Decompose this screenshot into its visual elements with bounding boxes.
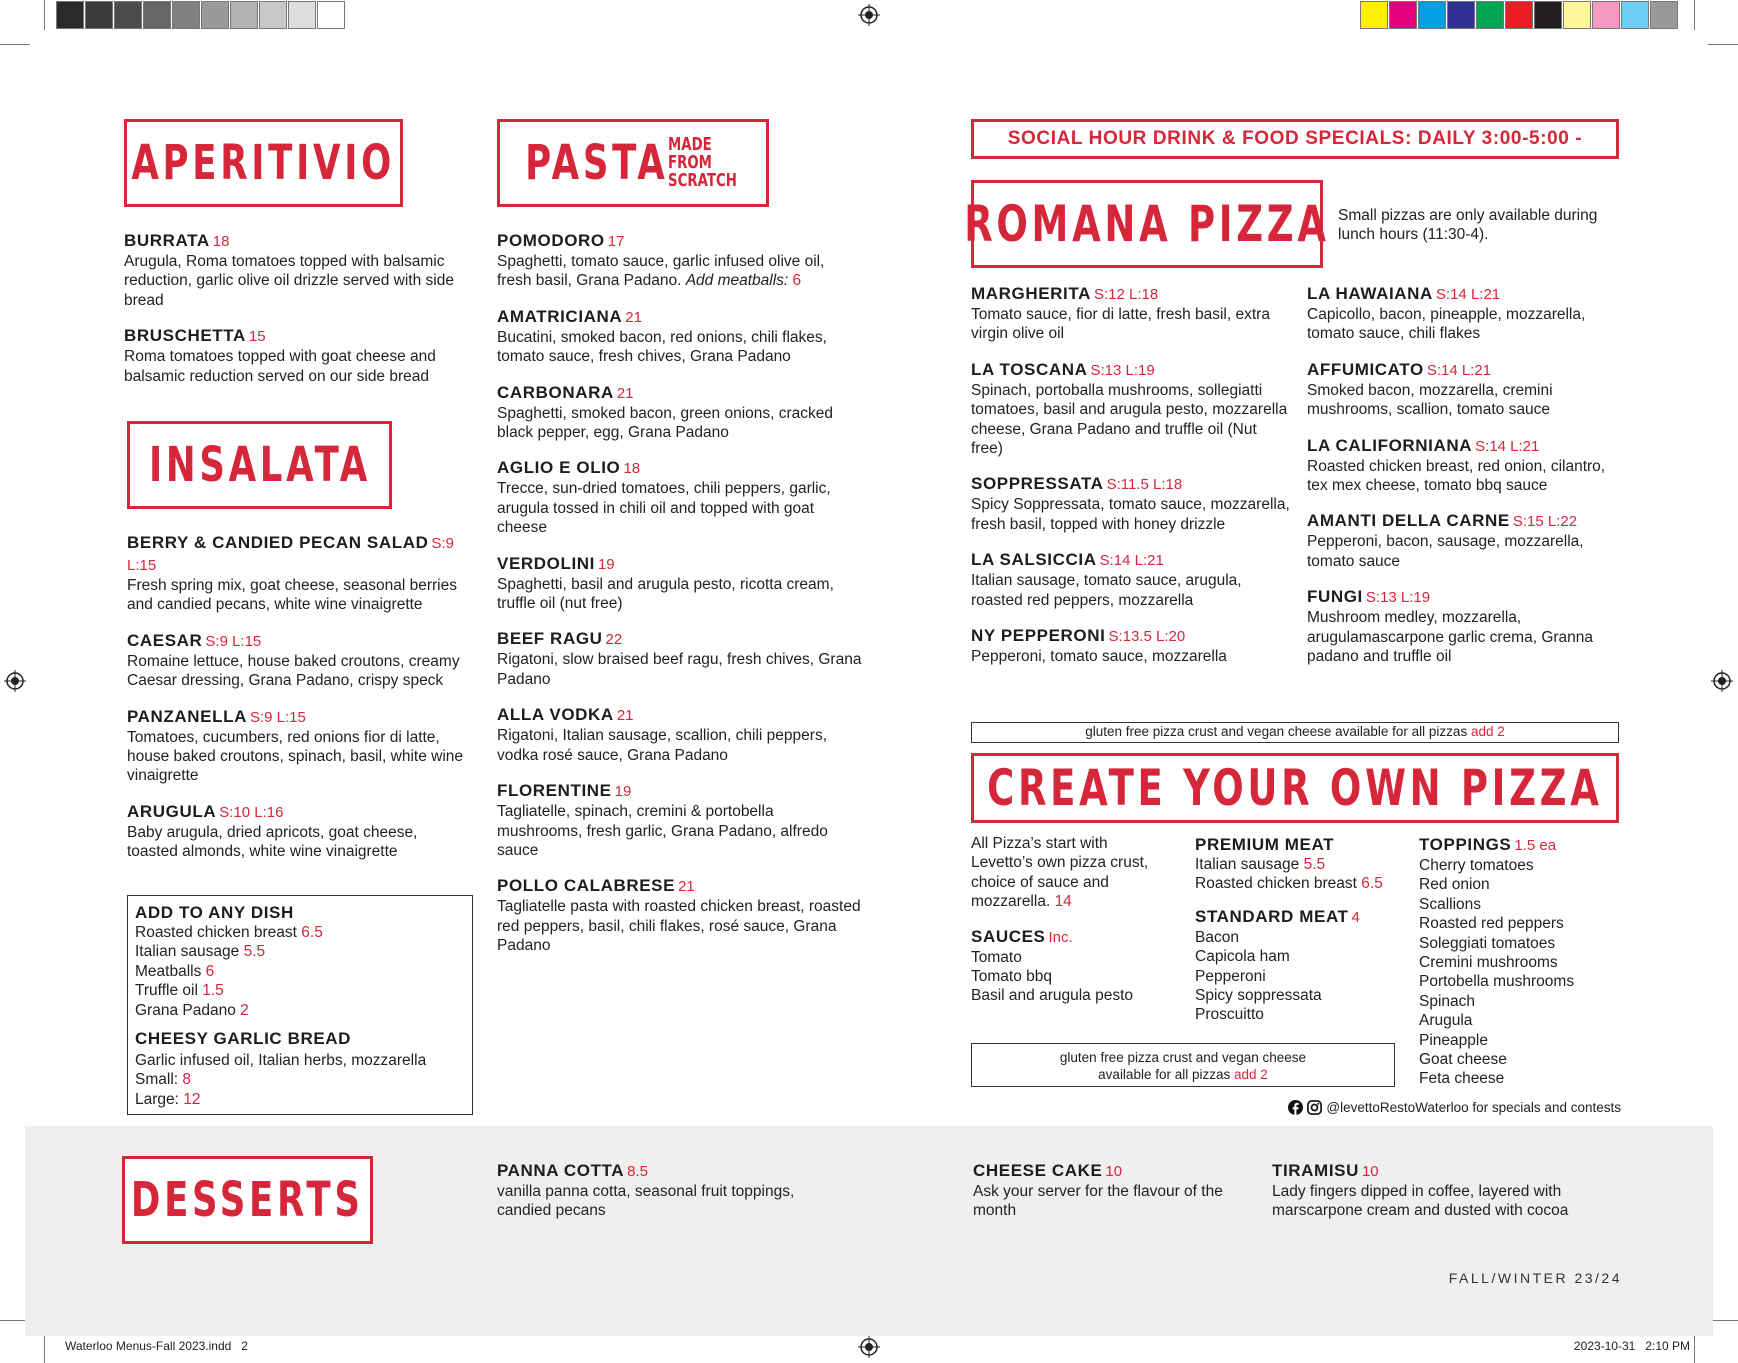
item-name: LA HAWAIANA: [1307, 284, 1433, 303]
gluten-free-note: [971, 722, 1619, 743]
cyo-heading-box: [971, 753, 1619, 823]
menu-item: [497, 553, 862, 614]
small-pizza-note: Small pizzas are only available during lunch hours (11:30-4).: [1338, 207, 1598, 243]
item-description: Fresh spring mix, goat cheese, seasonal berries and candied pecans, white wine vinaigrette: [127, 577, 457, 614]
item-description: Italian sausage, tomato sauce, arugula, roasted red peppers, mozzarella: [971, 572, 1242, 609]
item-price: S:14 L:21: [1426, 361, 1492, 379]
social-handle-text: @levettoRestoWaterloo for specials and contests: [1326, 1099, 1621, 1115]
item-price: S:9 L:15: [127, 535, 454, 574]
registration-mark-icon: [858, 1336, 880, 1358]
item-price: S:10 L:16: [219, 803, 284, 821]
item-description: Tagliatelle pasta with roasted chicken breast, roasted red peppers, basil, chili flakes, rosé sauce, Grana Padano: [497, 898, 861, 955]
item-name: POLLO CALABRESE: [497, 876, 676, 896]
item-name: FLORENTINE: [497, 781, 612, 801]
crop-mark: [1708, 44, 1738, 45]
add-line-price: 5.5: [243, 943, 266, 961]
toppings-price: 1.5 ea: [1514, 837, 1557, 854]
item-name: CAESAR: [127, 630, 203, 650]
topping-item: Scallions: [1419, 895, 1482, 913]
gray-swatch: [288, 1, 316, 29]
item-price: 21: [625, 308, 642, 326]
item-name: LA SALSICCIA: [971, 550, 1097, 570]
menu-item: [497, 628, 862, 689]
cyo-toppings-column: [1419, 834, 1624, 1089]
color-swatch: [1563, 1, 1591, 29]
item-name: FUNGI: [1307, 587, 1363, 607]
crop-mark: [44, 1333, 45, 1363]
item-price: 18: [212, 233, 230, 250]
item-name: SOPPRESSATA: [971, 474, 1104, 494]
aperitivio-title: APERITIVIO: [131, 135, 396, 191]
menu-item: [124, 325, 469, 386]
social-hour-banner: [971, 119, 1619, 159]
sauces-title: SAUCES: [971, 926, 1046, 946]
menu-item: [497, 382, 862, 443]
color-swatch: [1418, 1, 1446, 29]
crop-mark: [1694, 0, 1695, 30]
add-line-label: Grana Padano: [135, 1001, 236, 1019]
color-swatch: [1389, 1, 1417, 29]
cyo-gf-line2: available for all pizzas: [1098, 1067, 1231, 1082]
item-description: Romaine lettuce, house baked croutons, creamy Caesar dressing, Grana Padano, crispy speck: [127, 652, 460, 690]
item-name: PANZANELLA: [127, 706, 247, 726]
toppings-title: TOPPINGS: [1419, 835, 1512, 854]
add-line-label: Meatballs: [135, 962, 202, 980]
item-name: LA CALIFORNIANA: [1307, 435, 1473, 455]
menu-item: [497, 704, 862, 765]
menu-item: [1307, 359, 1622, 420]
pasta-subtitle-line1: MADE FROM: [667, 134, 712, 173]
cyo-gf-line1: gluten free pizza crust and vegan cheese: [1059, 1050, 1307, 1065]
topping-item: Roasted red peppers: [1419, 915, 1564, 933]
menu-item: [971, 473, 1291, 534]
cyo-intro-column: [971, 834, 1171, 1006]
item-description: Capicollo, bacon, pineapple, mozzarella, tomato sauce, chili flakes: [1307, 306, 1586, 343]
menu-item: [127, 706, 472, 786]
item-description: Mushroom medley, mozzarella, arugulamascarpone garlic crema, Granna padano and truffle oil: [1307, 609, 1594, 666]
item-description: vanilla panna cotta, seasonal fruit toppings, candied pecans: [497, 1183, 795, 1220]
menu-item: [1307, 283, 1622, 344]
color-swatch: [1505, 1, 1533, 29]
item-description: Tomatoes, cucumbers, red onions fior di latte, house baked croutons, spinach, basil, white wine vinaigrette: [127, 728, 464, 785]
sauce-item: Tomato: [971, 948, 1022, 966]
gray-swatch: [230, 1, 258, 29]
item-description: Lady fingers dipped in coffee, layered with marscarpone cream and dusted with cocoa: [1272, 1183, 1569, 1220]
menu-item: [1307, 435, 1622, 496]
insalata-list: [127, 532, 472, 877]
item-price: S:14 L:21: [1475, 437, 1540, 455]
facebook-icon: [1288, 1100, 1303, 1115]
crop-mark: [1694, 1333, 1695, 1363]
garlic-bread-title: CHEESY GARLIC BREAD: [135, 1029, 352, 1049]
romana-title: ROMANA PIZZA: [964, 195, 1330, 253]
topping-item: Soleggiati tomatoes: [1419, 934, 1556, 952]
item-description: Ask your server for the flavour of the month: [973, 1183, 1223, 1220]
insalata-title: INSALATA: [148, 437, 371, 493]
add-line-label: Roasted chicken breast: [135, 924, 297, 941]
topping-item: Portobella mushrooms: [1419, 973, 1575, 991]
menu-item: [497, 875, 862, 955]
pasta-list: [497, 230, 862, 971]
item-price: S:13 L:19: [1090, 361, 1155, 379]
romana-left-list: [971, 283, 1291, 681]
item-price: S:13 L:19: [1365, 589, 1431, 607]
add-line-price: 6.5: [301, 924, 323, 941]
insalata-heading-box: [127, 421, 392, 509]
sauces-price: Inc.: [1048, 928, 1073, 946]
romana-heading-box: [964, 180, 1330, 268]
slug-right: 2023-10-31 2:10 PM: [1573, 1339, 1690, 1353]
cyo-title: CREATE YOUR OWN PIZZA: [987, 759, 1603, 817]
item-name: AFFUMICATO: [1307, 359, 1424, 379]
topping-item: Red onion: [1419, 876, 1490, 894]
garlic-bread-desc: Garlic infused oil, Italian herbs, mozzarella: [135, 1052, 427, 1070]
color-swatch: [1447, 1, 1475, 29]
item-price: S:13.5 L:20: [1108, 628, 1186, 646]
cyo-gluten-free-note: [971, 1043, 1395, 1087]
add-line-price: 6: [205, 962, 215, 980]
menu-item: [1307, 510, 1622, 571]
desserts-heading-box: [122, 1156, 373, 1244]
color-swatch: [1360, 1, 1388, 29]
season-label: FALL/WINTER 23/24: [1448, 1270, 1622, 1286]
dessert-item-cheese-cake: [973, 1160, 1223, 1221]
item-price: 15: [248, 328, 266, 346]
menu-item: [127, 801, 472, 862]
gluten-free-note-price: add 2: [1470, 724, 1505, 739]
item-price: 10: [1361, 1163, 1379, 1180]
item-name: AMATRICIANA: [497, 306, 623, 326]
gray-swatch: [317, 1, 345, 29]
registration-mark-icon: [858, 4, 880, 26]
standard-meat-item: Spicy soppressata: [1195, 987, 1322, 1005]
gray-swatch: [259, 1, 287, 29]
item-price: S:15 L:22: [1512, 513, 1578, 531]
item-description: Spaghetti, basil and arugula pesto, ricotta cream, truffle oil (nut free): [497, 575, 834, 613]
gray-swatch: [143, 1, 171, 29]
gluten-free-note-text: gluten free pizza crust and vegan cheese available for all pizzas: [1085, 724, 1468, 739]
premium-meat-price: 6.5: [1361, 875, 1383, 893]
color-swatch: [1476, 1, 1504, 29]
item-price: 22: [605, 631, 623, 649]
item-price: 21: [616, 707, 634, 725]
pasta-title: PASTA: [525, 135, 669, 191]
item-description: Baby arugula, dried apricots, goat cheese, toasted almonds, white wine vinaigrette: [127, 823, 418, 861]
garlic-bread-large-label: Large:: [135, 1090, 179, 1108]
item-price: S:12 L:18: [1093, 286, 1159, 303]
menu-item: [971, 283, 1291, 344]
instagram-icon: [1307, 1100, 1322, 1115]
standard-meat-item: Capicola ham: [1195, 948, 1290, 966]
pasta-subtitle-line2: SCRATCH: [667, 170, 737, 191]
gray-swatch: [56, 1, 84, 29]
garlic-bread-small-price: 8: [182, 1071, 192, 1089]
sauce-item: Basil and arugula pesto: [971, 987, 1134, 1005]
romana-right-list: [1307, 283, 1622, 681]
topping-item: Goat cheese: [1419, 1051, 1507, 1069]
color-swatch-strip: [1360, 0, 1682, 30]
menu-item: [127, 630, 472, 691]
item-description: Tagliatelle, spinach, cremini & portobella mushrooms, fresh garlic, Grana Padano, alfredo sauce: [497, 803, 828, 859]
pasta-subtitle: [668, 136, 741, 190]
menu-item: [127, 532, 472, 615]
garlic-bread-large-price: 12: [183, 1090, 201, 1108]
menu-item: [497, 780, 862, 860]
standard-meat-item: Pepperoni: [1195, 967, 1266, 985]
item-description: Rigatoni, slow braised beef ragu, fresh chives, Grana Padano: [497, 651, 862, 688]
crop-mark: [0, 44, 30, 45]
item-price: 21: [616, 384, 634, 402]
sauce-item: Tomato bbq: [971, 968, 1052, 986]
item-name: CHEESE CAKE: [973, 1161, 1103, 1180]
menu-item: [124, 230, 469, 310]
gray-swatch: [201, 1, 229, 29]
item-description: Tomato sauce, fior di latte, fresh basil, extra virgin olive oil: [971, 306, 1270, 343]
social-handle-row: [1266, 1098, 1621, 1116]
item-price: S:11.5 L:18: [1106, 476, 1183, 494]
registration-mark-icon: [4, 670, 26, 692]
pasta-heading-box: [497, 119, 769, 207]
item-price: S:9 L:15: [249, 708, 306, 726]
topping-item: Pineapple: [1419, 1031, 1488, 1049]
topping-item: Arugula: [1419, 1012, 1473, 1030]
menu-item: [497, 230, 862, 291]
item-name: MARGHERITA: [971, 284, 1091, 303]
item-description: Roma tomatoes topped with goat cheese and balsamic reduction served on our side bread: [124, 348, 436, 385]
item-description: Roasted chicken breast, red onion, cilantro, tex mex cheese, tomato bbq sauce: [1307, 457, 1606, 495]
standard-meat-title: STANDARD MEAT: [1195, 906, 1349, 926]
premium-meat-label: Roasted chicken breast: [1195, 875, 1357, 893]
gray-swatch-strip: [56, 0, 380, 30]
item-price: 18: [623, 460, 641, 478]
topping-item: Cremini mushrooms: [1419, 954, 1558, 972]
premium-meat-label: Italian sausage: [1195, 856, 1300, 873]
menu-item: [497, 457, 862, 537]
standard-meat-item: Bacon: [1195, 928, 1239, 946]
color-swatch: [1650, 1, 1678, 29]
menu-item: [497, 306, 862, 367]
slug-left: Waterloo Menus-Fall 2023.indd 2: [65, 1339, 248, 1353]
gray-swatch: [114, 1, 142, 29]
social-hour-text: SOCIAL HOUR DRINK & FOOD SPECIALS: DAILY 3:00-5:00 -: [1007, 128, 1583, 149]
item-name: ARUGULA: [127, 801, 217, 821]
gray-swatch: [172, 1, 200, 29]
cyo-intro-price: 14: [1054, 893, 1072, 911]
item-name: VERDOLINI: [497, 553, 595, 573]
item-name: BERRY & CANDIED PECAN SALAD: [127, 533, 429, 552]
cyo-intro: All Pizza’s start with Levetto’s own pizza crust, choice of sauce and mozzarella.: [971, 835, 1149, 911]
menu-item: [971, 625, 1291, 666]
item-name: POMODORO: [497, 231, 605, 250]
item-description: Bucatini, smoked bacon, red onions, chili flakes, tomato sauce, fresh chives, Grana Padano: [497, 328, 827, 366]
crop-mark: [44, 0, 45, 30]
item-price: 19: [597, 555, 615, 573]
color-swatch: [1621, 1, 1649, 29]
item-name: PANNA COTTA: [497, 1161, 625, 1180]
standard-meat-price: 4: [1351, 908, 1360, 926]
item-price: 19: [614, 783, 632, 801]
dessert-item-panna-cotta: [497, 1160, 837, 1221]
topping-item: Cherry tomatoes: [1419, 857, 1534, 874]
item-description: Spinach, portoballa mushrooms, sollegiatti tomatoes, basil and arugula pesto, mozzarella cheese, Grana Padano and truffle oil (Nut free): [971, 381, 1288, 458]
item-description: Trecce, sun-dried tomatoes, chili peppers, garlic, arugula tossed in chili oil and topped with goat cheese: [497, 480, 831, 537]
gray-swatch: [85, 1, 113, 29]
add-to-any-dish-box: [127, 895, 473, 1115]
premium-meat-price: 5.5: [1303, 856, 1326, 873]
item-description: Pepperoni, bacon, sausage, mozzarella, tomato sauce: [1307, 533, 1584, 570]
item-name: BURRATA: [124, 231, 210, 250]
menu-item: [971, 549, 1291, 610]
item-description: Pepperoni, tomato sauce, mozzarella: [971, 648, 1227, 666]
garlic-bread-small-label: Small:: [135, 1071, 179, 1089]
dessert-item-tiramisu: [1272, 1160, 1612, 1221]
add-line-label: Truffle oil: [135, 982, 198, 1000]
item-description: Smoked bacon, mozzarella, cremini mushrooms, scallion, tomato sauce: [1307, 381, 1553, 419]
item-price: 17: [607, 233, 625, 250]
item-name: TIRAMISU: [1272, 1161, 1359, 1180]
cyo-gf-price: add 2: [1234, 1067, 1268, 1082]
item-description: Spicy Soppressata, tomato sauce, mozzarella, fresh basil, topped with honey drizzle: [971, 496, 1290, 533]
item-name: AGLIO E OLIO: [497, 458, 621, 478]
desserts-title: DESSERTS: [131, 1172, 364, 1228]
standard-meat-item: Proscuitto: [1195, 1006, 1264, 1024]
item-description: Rigatoni, Italian sausage, scallion, chili peppers, vodka rosé sauce, Grana Padano: [497, 727, 827, 764]
cyo-meat-column: [1195, 834, 1405, 1025]
item-description: Arugula, Roma tomatoes topped with balsamic reduction, garlic olive oil drizzle served with side bread: [124, 253, 454, 309]
add-line-label: Italian sausage: [135, 943, 240, 961]
item-price: 21: [678, 878, 695, 896]
aperitivio-heading-box: [124, 119, 403, 207]
item-name: CARBONARA: [497, 382, 614, 402]
item-description: Spaghetti, smoked bacon, green onions, cracked black pepper, egg, Grana Padano: [497, 404, 834, 442]
item-name: BRUSCHETTA: [124, 326, 246, 346]
item-name: NY PEPPERONI: [971, 626, 1106, 646]
add-line-price: 1.5: [202, 982, 224, 1000]
topping-item: Spinach: [1419, 992, 1476, 1010]
color-swatch: [1592, 1, 1620, 29]
add-box-title: ADD TO ANY DISH: [135, 903, 294, 922]
item-price: 8.5: [627, 1163, 649, 1180]
premium-meat-title: PREMIUM MEAT: [1195, 835, 1335, 854]
item-description: Spaghetti, tomato sauce, garlic infused olive oil, fresh basil, Grana Padano.: [497, 253, 825, 290]
aperitivio-list: [124, 230, 469, 401]
add-meatballs-label: Add meatballs:: [685, 272, 789, 290]
item-name: BEEF RAGU: [497, 629, 603, 649]
add-meatballs-price: 6: [792, 272, 802, 290]
item-price: S:14 L:21: [1099, 552, 1164, 570]
item-name: ALLA VODKA: [497, 705, 614, 725]
item-price: 10: [1105, 1163, 1123, 1180]
add-line-price: 2: [240, 1001, 249, 1019]
menu-item: [1307, 586, 1622, 666]
menu-item: [971, 359, 1291, 459]
color-swatch: [1534, 1, 1562, 29]
item-price: S:9 L:15: [205, 632, 262, 650]
item-price: S:14 L:21: [1435, 286, 1501, 303]
topping-item: Feta cheese: [1419, 1070, 1505, 1088]
item-name: LA TOSCANA: [971, 359, 1088, 379]
registration-mark-icon: [1711, 670, 1733, 692]
item-name: AMANTI DELLA CARNE: [1307, 511, 1510, 531]
